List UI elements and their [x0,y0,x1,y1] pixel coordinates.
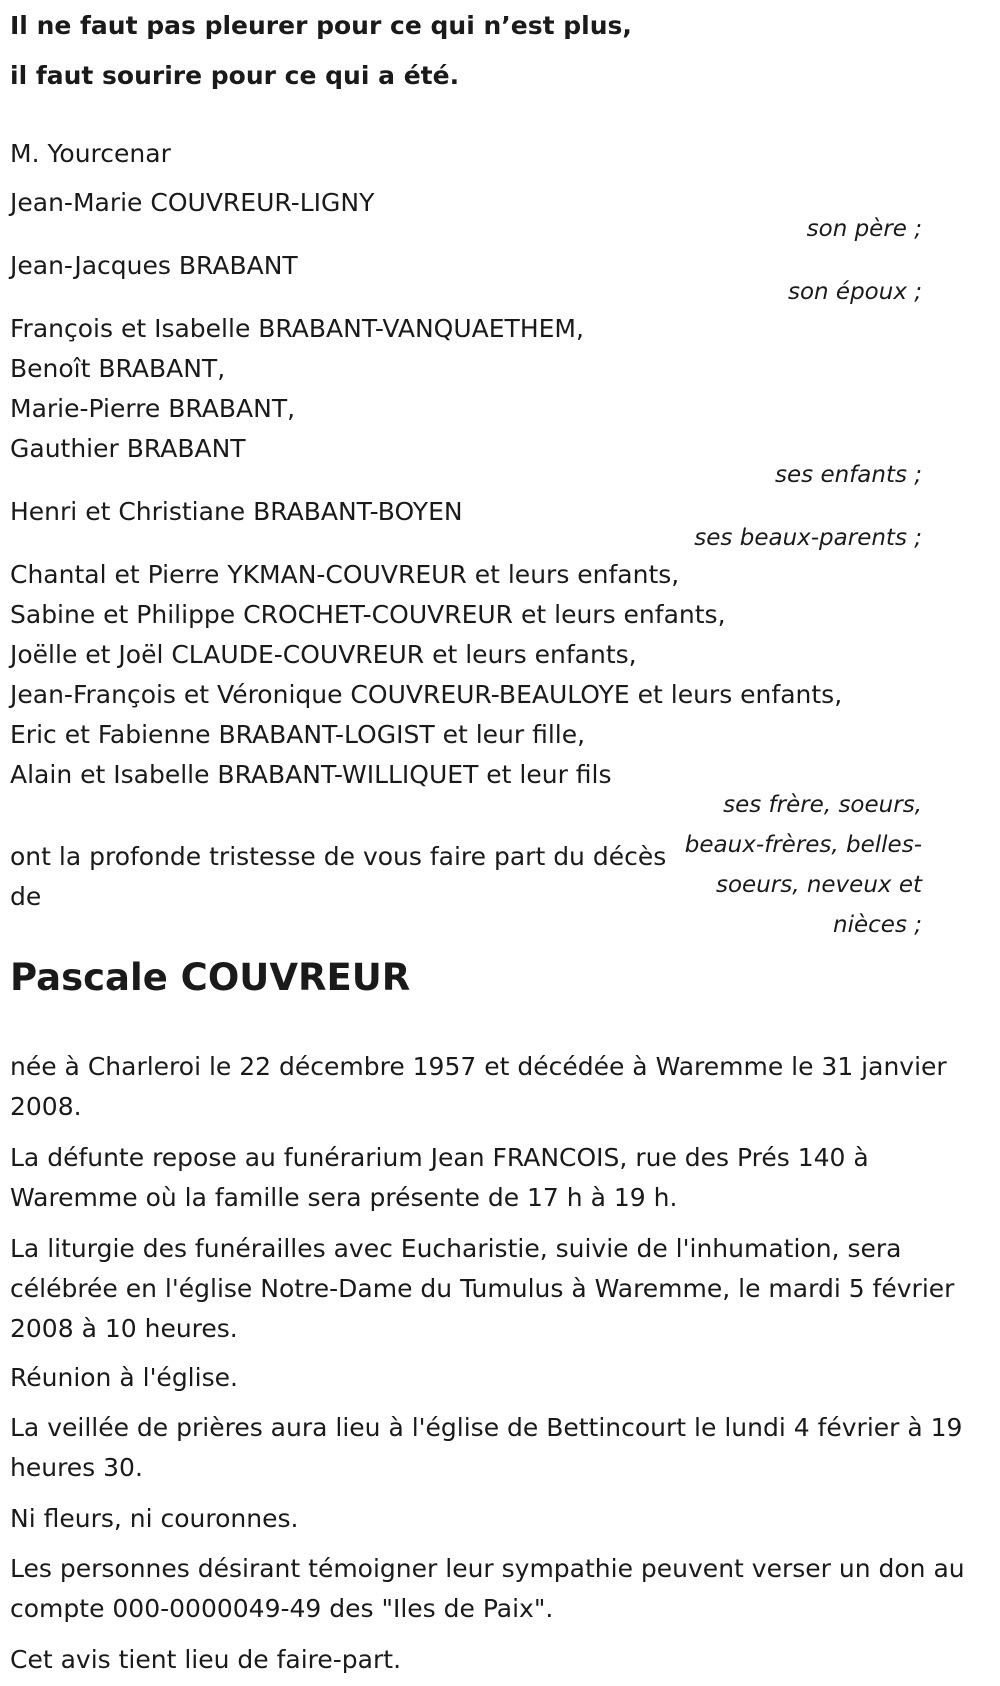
spouse-name: Jean-Jacques BRABANT [10,251,298,280]
sibling-family: Chantal et Pierre YKMAN-COUVREUR et leurs enfants, [10,560,680,589]
liturgy-paragraph: La liturgie des funérailles avec Eucharistie, suivie de l'inhumation, sera célébrée en l'église Notre-Dame du Tumulus à Waremme, le mardi 5 février 2008 à 10 heures. [10,1234,955,1343]
sibling-family: Eric et Fabienne BRABANT-LOGIST et leur fille, [10,720,586,749]
meeting-paragraph: Réunion à l'église. [10,1363,238,1392]
quote-author: M. Yourcenar [10,139,171,168]
birth-death-paragraph: née à Charleroi le 22 décembre 1957 et décédée à Waremme le 31 janvier 2008. [10,1052,947,1121]
child-name: Benoît BRABANT, [10,354,226,383]
children-relation: ses enfants ; [775,462,922,488]
child-name: François et Isabelle BRABANT-VANQUAETHEM, [10,314,584,343]
donation-paragraph: Les personnes désirant témoigner leur sympathie peuvent verser un don au compte 000-0000049-49 des "Iles de Paix". [10,1554,965,1623]
sibling-family: Sabine et Philippe CROCHET-COUVREUR et leurs enfants, [10,600,726,629]
notice-paragraph: Cet avis tient lieu de faire-part. [10,1645,402,1674]
quote-line-2: il faut sourire pour ce qui a été. [10,61,460,90]
sibling-family: Alain et Isabelle BRABANT-WILLIQUET et leur fils [10,760,612,789]
siblings-relation: ses frère, soeurs, beaux-frères, belles-soeurs, neveux et nièces ; [684,792,922,938]
sibling-family: Jean-François et Véronique COUVREUR-BEAULOYE et leurs enfants, [10,680,843,709]
announcement-text: ont la profonde tristesse de vous faire part du décès de [10,842,667,911]
parents-in-law-relation: ses beaux-parents ; [694,525,922,551]
sibling-family: Joëlle et Joël CLAUDE-COUVREUR et leurs enfants, [10,640,637,669]
quote-line-1: Il ne faut pas pleurer pour ce qui n’est plus, [10,11,632,40]
spouse-relation: son époux ; [787,279,922,305]
no-flowers-paragraph: Ni fleurs, ni couronnes. [10,1504,299,1533]
father-relation: son père ; [806,216,922,242]
vigil-paragraph: La veillée de prières aura lieu à l'église de Bettincourt le lundi 4 février à 19 heures 30. [10,1413,963,1482]
deceased-name: Pascale COUVREUR [10,956,411,999]
funeral-home-paragraph: La défunte repose au funérarium Jean FRANCOIS, rue des Prés 140 à Waremme où la famille sera présente de 17 h à 19 h. [10,1143,869,1212]
parents-in-law-name: Henri et Christiane BRABANT-BOYEN [10,497,463,526]
child-name: Marie-Pierre BRABANT, [10,394,296,423]
father-name: Jean-Marie COUVREUR-LIGNY [10,188,375,217]
child-name: Gauthier BRABANT [10,434,246,463]
